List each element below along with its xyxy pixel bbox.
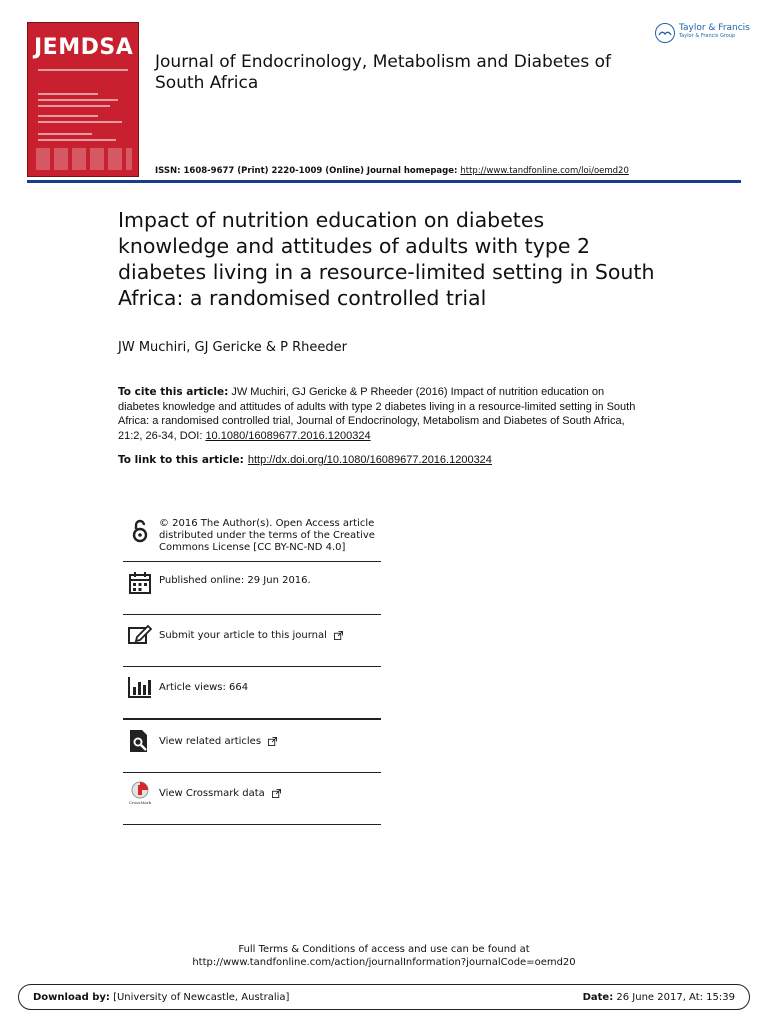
- tf-logo-icon: [655, 23, 675, 43]
- download-value: [University of Newcastle, Australia]: [109, 991, 290, 1003]
- calendar-icon: [127, 570, 153, 596]
- citation-block: [118, 385, 648, 443]
- meta-divider: [123, 561, 381, 562]
- journal-cover: [27, 22, 139, 177]
- article-doi-url[interactable]: http://dx.doi.org/10.1080/16089677.2016.1200324: [247, 454, 492, 466]
- date-info: [583, 992, 735, 1003]
- external-link-icon: [268, 737, 277, 746]
- date-label: Date:: [582, 991, 614, 1003]
- cover-stripe: [38, 115, 98, 117]
- open-access-text: © 2016 The Author(s). Open Access article distributed under the terms of the Creative Commons License [CC BY-NC-ND 4.0]: [159, 518, 375, 553]
- header-divider: [27, 180, 741, 183]
- related-text[interactable]: View related articles: [159, 736, 262, 747]
- cover-stripe: [38, 69, 128, 71]
- download-label: Download by:: [33, 991, 110, 1003]
- publisher-logo[interactable]: [655, 23, 750, 43]
- journal-title: Journal of Endocrinology, Metabolism and Diabetes of South Africa: [155, 52, 612, 93]
- cover-stripe: [38, 139, 116, 141]
- citation-doi-link[interactable]: 10.1080/16089677.2016.1200324: [205, 429, 371, 442]
- article-title: Impact of nutrition education on diabetes knowledge and attitudes of adults with type 2 diabetes living in a resource-limited setting in South Africa: a randomised controlled trial: [118, 208, 655, 310]
- submit-text[interactable]: Submit your article to this journal: [159, 630, 327, 641]
- published-row: [123, 570, 381, 596]
- terms-line-1: Full Terms & Conditions of access and use can be found at: [238, 944, 530, 955]
- open-access-icon: [127, 518, 153, 544]
- cover-title: JEMDSA: [34, 35, 134, 60]
- cover-stripe: [38, 133, 92, 135]
- cover-stripe: [38, 105, 110, 107]
- article-authors: JW Muchiri, GJ Gericke & P Rheeder: [118, 340, 348, 355]
- crossmark-text[interactable]: View Crossmark data: [159, 788, 265, 799]
- issn-text: ISSN: 1608-9677 (Print) 2220-1009 (Online) Journal homepage:: [155, 166, 461, 176]
- bar-chart-icon: [127, 674, 153, 700]
- published-text: Published online: 29 Jun 2016.: [159, 575, 311, 586]
- download-footer: [18, 984, 750, 1010]
- publisher-name: Taylor & Francis: [679, 23, 750, 33]
- issn-line: [155, 166, 629, 176]
- citation-label: To cite this article:: [118, 386, 229, 398]
- cover-stripe: [38, 99, 118, 101]
- submit-row[interactable]: [123, 622, 381, 648]
- related-row[interactable]: [123, 728, 381, 754]
- publisher-sub: Taylor & Francis Group: [679, 33, 736, 39]
- crossmark-badge-text: CrossMark: [128, 800, 152, 805]
- views-row: [123, 674, 381, 700]
- link-label: To link to this article:: [118, 454, 244, 466]
- meta-divider: [123, 824, 381, 825]
- views-text: Article views: 664: [159, 682, 249, 693]
- crossmark-icon: [127, 780, 153, 806]
- cover-stripe: [38, 93, 98, 95]
- meta-divider: [123, 666, 381, 667]
- cover-stripe: [38, 121, 122, 123]
- external-link-icon: [272, 789, 281, 798]
- external-link-icon: [334, 631, 343, 640]
- meta-divider: [123, 772, 381, 773]
- date-value: 26 June 2017, At: 15:39: [613, 991, 735, 1003]
- article-link-line: [118, 454, 492, 466]
- crossmark-row[interactable]: [123, 780, 381, 806]
- download-info: [33, 992, 289, 1003]
- meta-divider: [123, 718, 381, 720]
- terms-url[interactable]: http://www.tandfonline.com/action/journalInformation?journalCode=oemd20: [192, 957, 576, 968]
- citation-text: JW Muchiri, GJ Gericke & P Rheeder (2016) Impact of nutrition education on diabetes knowledge and attitudes of adults with type 2 diabetes living in a resource-limited setting in South Africa: a randomised controlled trial, Journal of Endocrinology, Metabolism and Diabetes of South Africa, 21:2, 26-34, DOI:: [118, 386, 636, 442]
- related-search-icon: [127, 728, 153, 754]
- journal-homepage-link[interactable]: http://www.tandfonline.com/loi/oemd20: [460, 166, 629, 176]
- open-access-row: [123, 518, 381, 554]
- meta-divider: [123, 614, 381, 615]
- terms-notice: [0, 943, 768, 969]
- cover-hex-pattern: [36, 148, 132, 170]
- edit-icon: [127, 622, 153, 648]
